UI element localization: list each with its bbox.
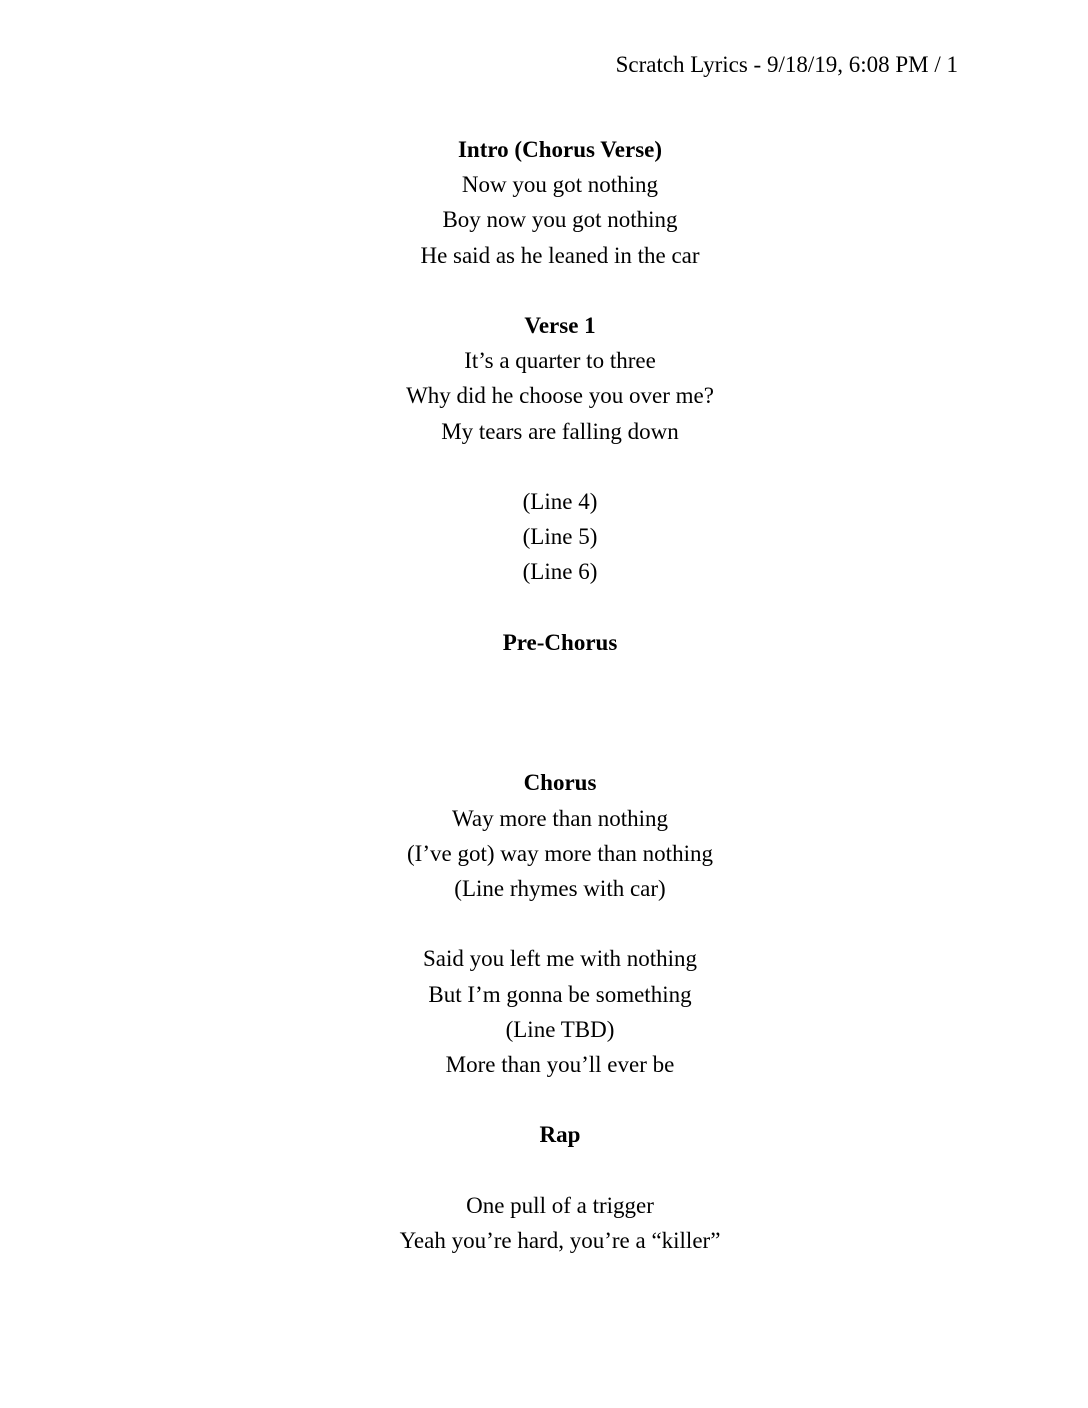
header-text: Scratch Lyrics - 9/18/19, 6:08 PM / 1 bbox=[615, 52, 958, 77]
lyric-line: (Line 4) bbox=[522, 488, 598, 514]
blank-line bbox=[0, 660, 1088, 695]
lyrics-body bbox=[0, 132, 1088, 1258]
lyric-line: (Line TBD) bbox=[505, 1016, 615, 1042]
lyric-line: Way more than nothing bbox=[452, 805, 668, 831]
lyric-line: Now you got nothing bbox=[461, 172, 659, 198]
lyric-line: Said you left me with nothing bbox=[422, 946, 698, 972]
blank-line bbox=[0, 695, 1088, 730]
lyric-line: (Line 5) bbox=[522, 524, 598, 550]
lyric-line: One pull of a trigger bbox=[466, 1192, 654, 1218]
section-heading-intro: Intro (Chorus Verse) bbox=[457, 137, 663, 162]
section-heading-verse-1: Verse 1 bbox=[524, 312, 596, 338]
lyric-line: (Line 6) bbox=[522, 559, 598, 585]
blank-line bbox=[0, 1082, 1088, 1117]
lyric-line: But I’m gonna be something bbox=[428, 981, 692, 1007]
blank-line bbox=[0, 449, 1088, 484]
blank-line bbox=[0, 1152, 1088, 1187]
lyric-line: (Line rhymes with car) bbox=[454, 875, 666, 901]
lyric-line: Why did he choose you over me? bbox=[406, 383, 714, 409]
section-heading-rap: Rap bbox=[539, 1122, 581, 1148]
lyric-line: Yeah you’re hard, you’re a “killer” bbox=[399, 1227, 721, 1253]
lyric-line: It’s a quarter to three bbox=[464, 348, 656, 374]
blank-line bbox=[0, 273, 1088, 308]
section-heading-pre-chorus: Pre-Chorus bbox=[502, 629, 618, 655]
lyric-line: More than you’ll ever be bbox=[445, 1051, 675, 1077]
lyric-line: (I’ve got) way more than nothing bbox=[407, 840, 713, 866]
lyric-line: He said as he leaned in the car bbox=[420, 242, 700, 268]
page-header bbox=[616, 50, 958, 80]
section-heading-chorus: Chorus bbox=[523, 770, 597, 796]
blank-line bbox=[0, 730, 1088, 765]
lyric-line: Boy now you got nothing bbox=[442, 207, 678, 233]
blank-line bbox=[0, 906, 1088, 941]
lyric-line: My tears are falling down bbox=[441, 418, 679, 444]
blank-line bbox=[0, 589, 1088, 624]
